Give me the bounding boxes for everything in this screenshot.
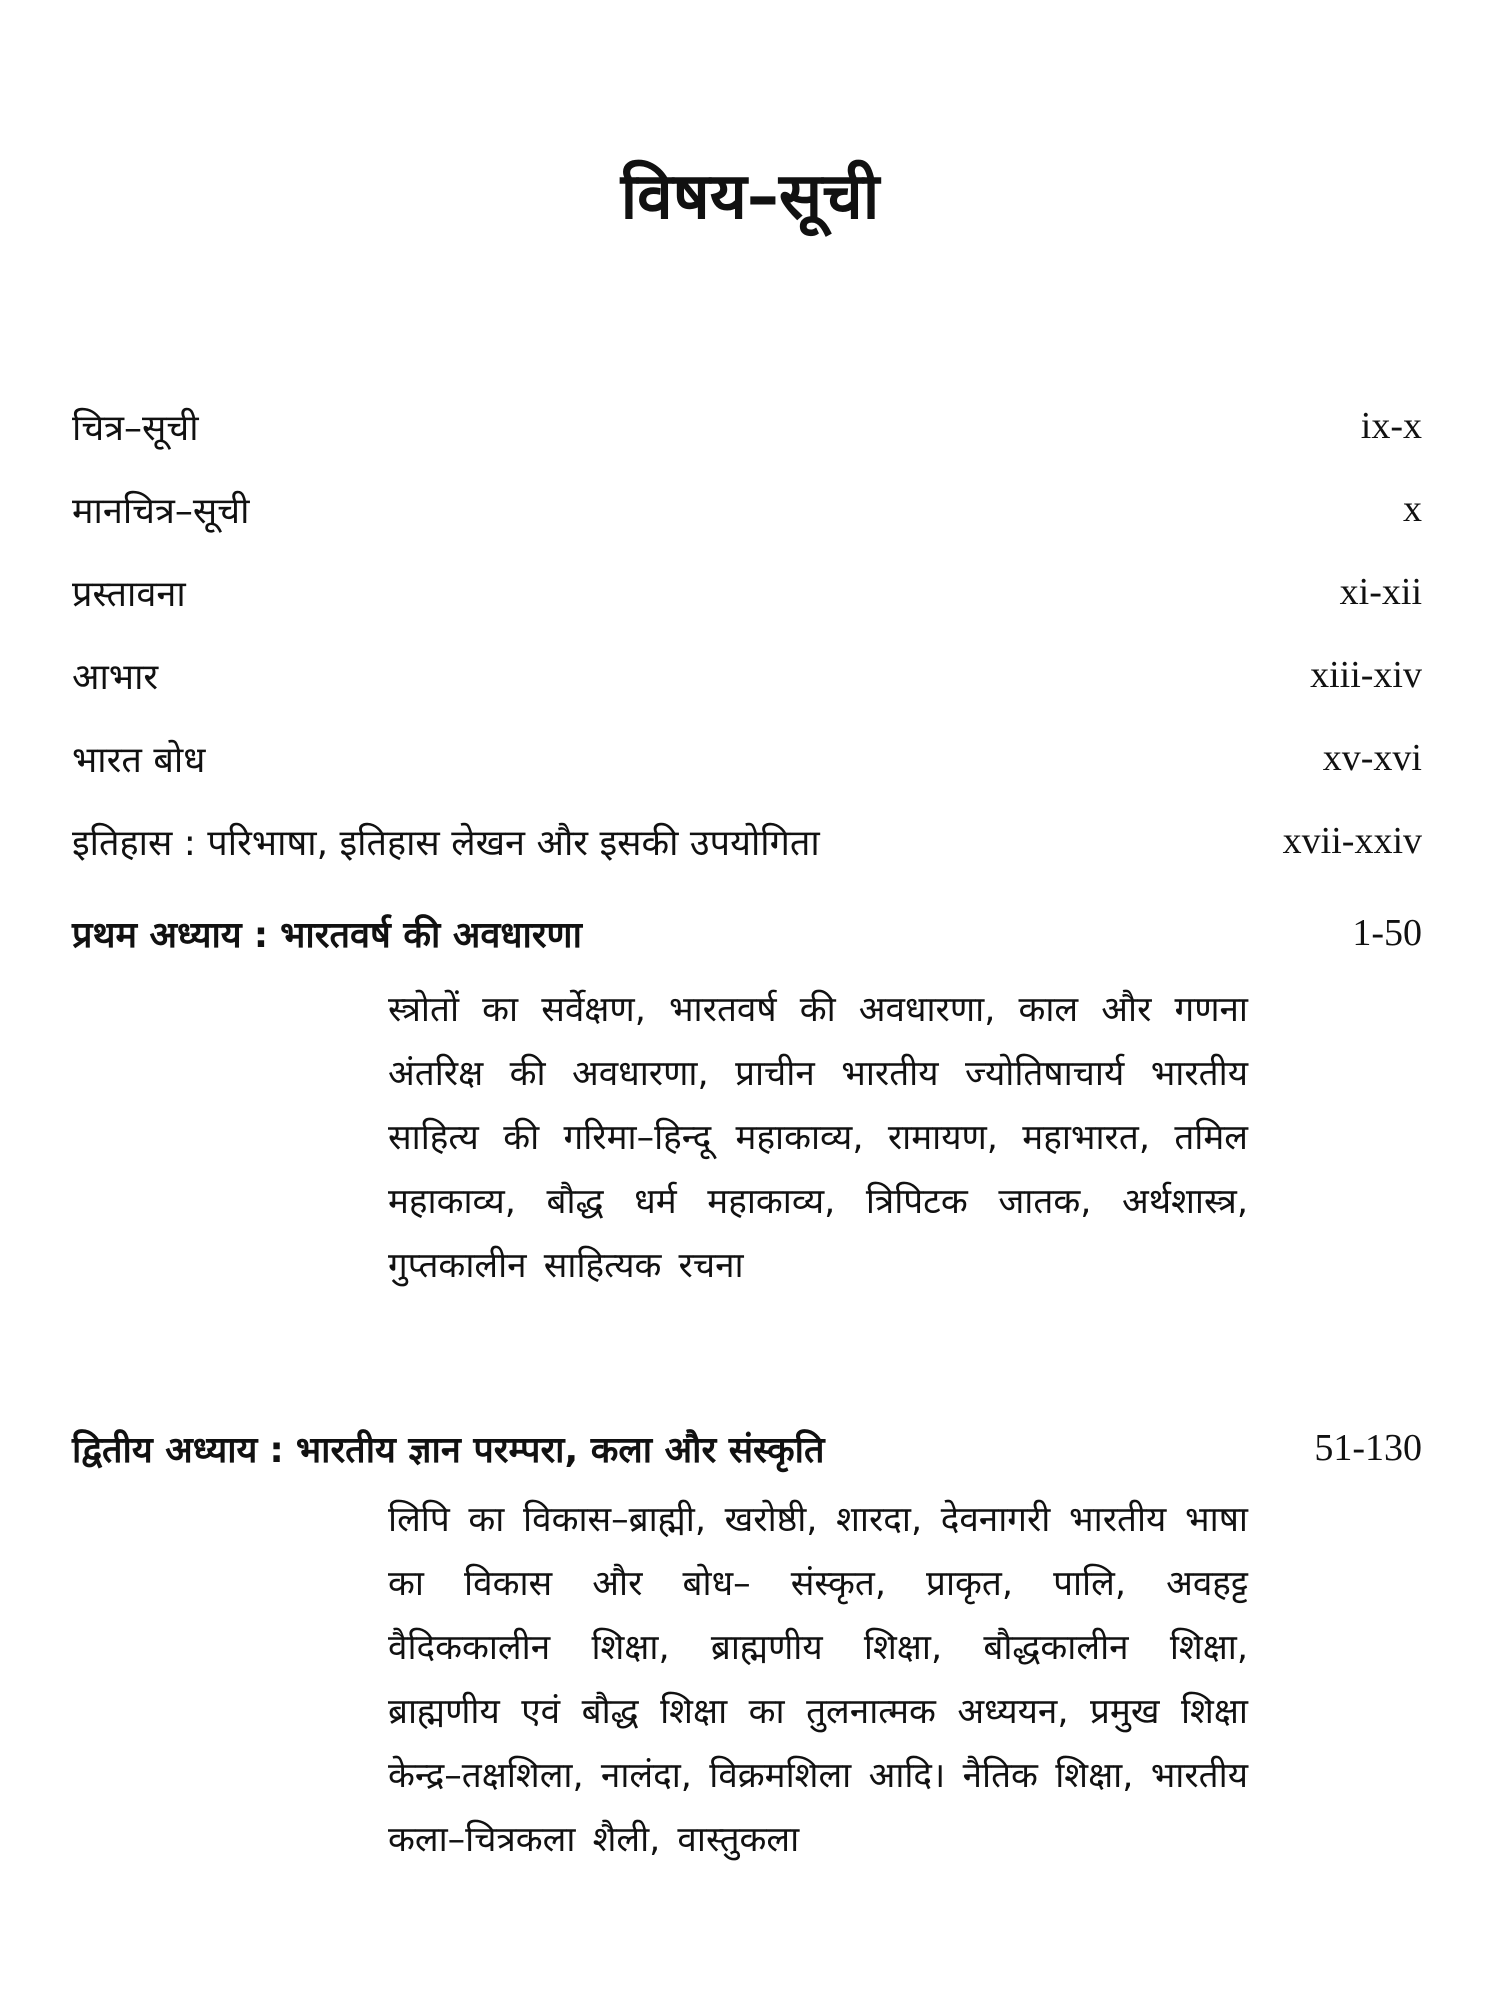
chapter-number-label: द्वितीय अध्याय bbox=[72, 1429, 258, 1471]
toc-entry-pages: xv-xvi bbox=[1322, 737, 1422, 780]
toc-entry[interactable] bbox=[72, 732, 1422, 792]
chapter-title: भारतवर्ष की अवधारणा bbox=[280, 914, 582, 956]
chapter-number-label: प्रथम अध्याय bbox=[72, 914, 242, 956]
chapter-entry[interactable] bbox=[72, 905, 1422, 965]
chapter-separator: : bbox=[253, 914, 269, 956]
toc-entry[interactable] bbox=[72, 815, 1422, 875]
chapter-heading bbox=[72, 914, 582, 957]
toc-entry-label: इतिहास : परिभाषा, इतिहास लेखन और इसकी उपयोगिता bbox=[72, 822, 820, 864]
toc-entry-label: आभार bbox=[72, 656, 159, 698]
chapter-separator: : bbox=[269, 1429, 284, 1471]
toc-entry-label: प्रस्तावना bbox=[72, 573, 186, 615]
toc-entry[interactable] bbox=[72, 649, 1422, 709]
toc-entry-pages: ix-x bbox=[1360, 405, 1422, 448]
page-title: विषय–सूची bbox=[620, 160, 880, 234]
toc-entry-label: मानचित्र–सूची bbox=[72, 490, 250, 532]
chapter-entry[interactable] bbox=[72, 1420, 1422, 1480]
toc-entry[interactable] bbox=[72, 483, 1422, 543]
chapter-description: लिपि का विकास–ब्राह्मी, खरोष्ठी, शारदा, देवनागरी भारतीय भाषा का विकास और बोध– संस्कृत, प्राकृत, पालि, अवहट्ट वैदिककालीन शिक्षा, ब्राह्मणीय शिक्षा, बौद्धकालीन शिक्षा, ब्राह्मणीय एवं बौद्ध शिक्षा का तुलनात्मक अध्ययन, प्रमुख शिक्षा केन्द्र–तक्षशिला, नालंदा, विक्रमशिला आदि। नैतिक शिक्षा, भारतीय कला–चित्रकला शैली, वास्तुकला bbox=[388, 1500, 1248, 1860]
chapter-pages: 1-50 bbox=[1352, 912, 1422, 955]
toc-entry-pages: xvii-xxiv bbox=[1282, 820, 1422, 863]
toc-entry[interactable] bbox=[72, 400, 1422, 460]
chapter-description: स्त्रोतों का सर्वेक्षण, भारतवर्ष की अवधारणा, काल और गणना अंतरिक्ष की अवधारणा, प्राचीन भारतीय ज्योतिषाचार्य भारतीय साहित्य की गरिमा–हिन्दू महाकाव्य, रामायण, महाभारत, तमिल महाकाव्य, बौद्ध धर्म महाकाव्य, त्रिपिटक जातक, अर्थशास्त्र, गुप्तकालीन साहित्यक रचना bbox=[388, 990, 1248, 1286]
toc-entry-pages: x bbox=[1403, 488, 1422, 531]
toc-entry-pages: xiii-xiv bbox=[1310, 654, 1422, 697]
toc-entry-pages: xi-xii bbox=[1339, 571, 1422, 614]
chapter-pages: 51-130 bbox=[1314, 1427, 1422, 1470]
chapter-heading bbox=[72, 1429, 825, 1472]
toc-entry[interactable] bbox=[72, 566, 1422, 626]
toc-entry-label: भारत बोध bbox=[72, 739, 206, 781]
chapter-title: भारतीय ज्ञान परम्परा, कला और संस्कृति bbox=[295, 1429, 825, 1471]
toc-entry-label: चित्र–सूची bbox=[72, 407, 199, 449]
